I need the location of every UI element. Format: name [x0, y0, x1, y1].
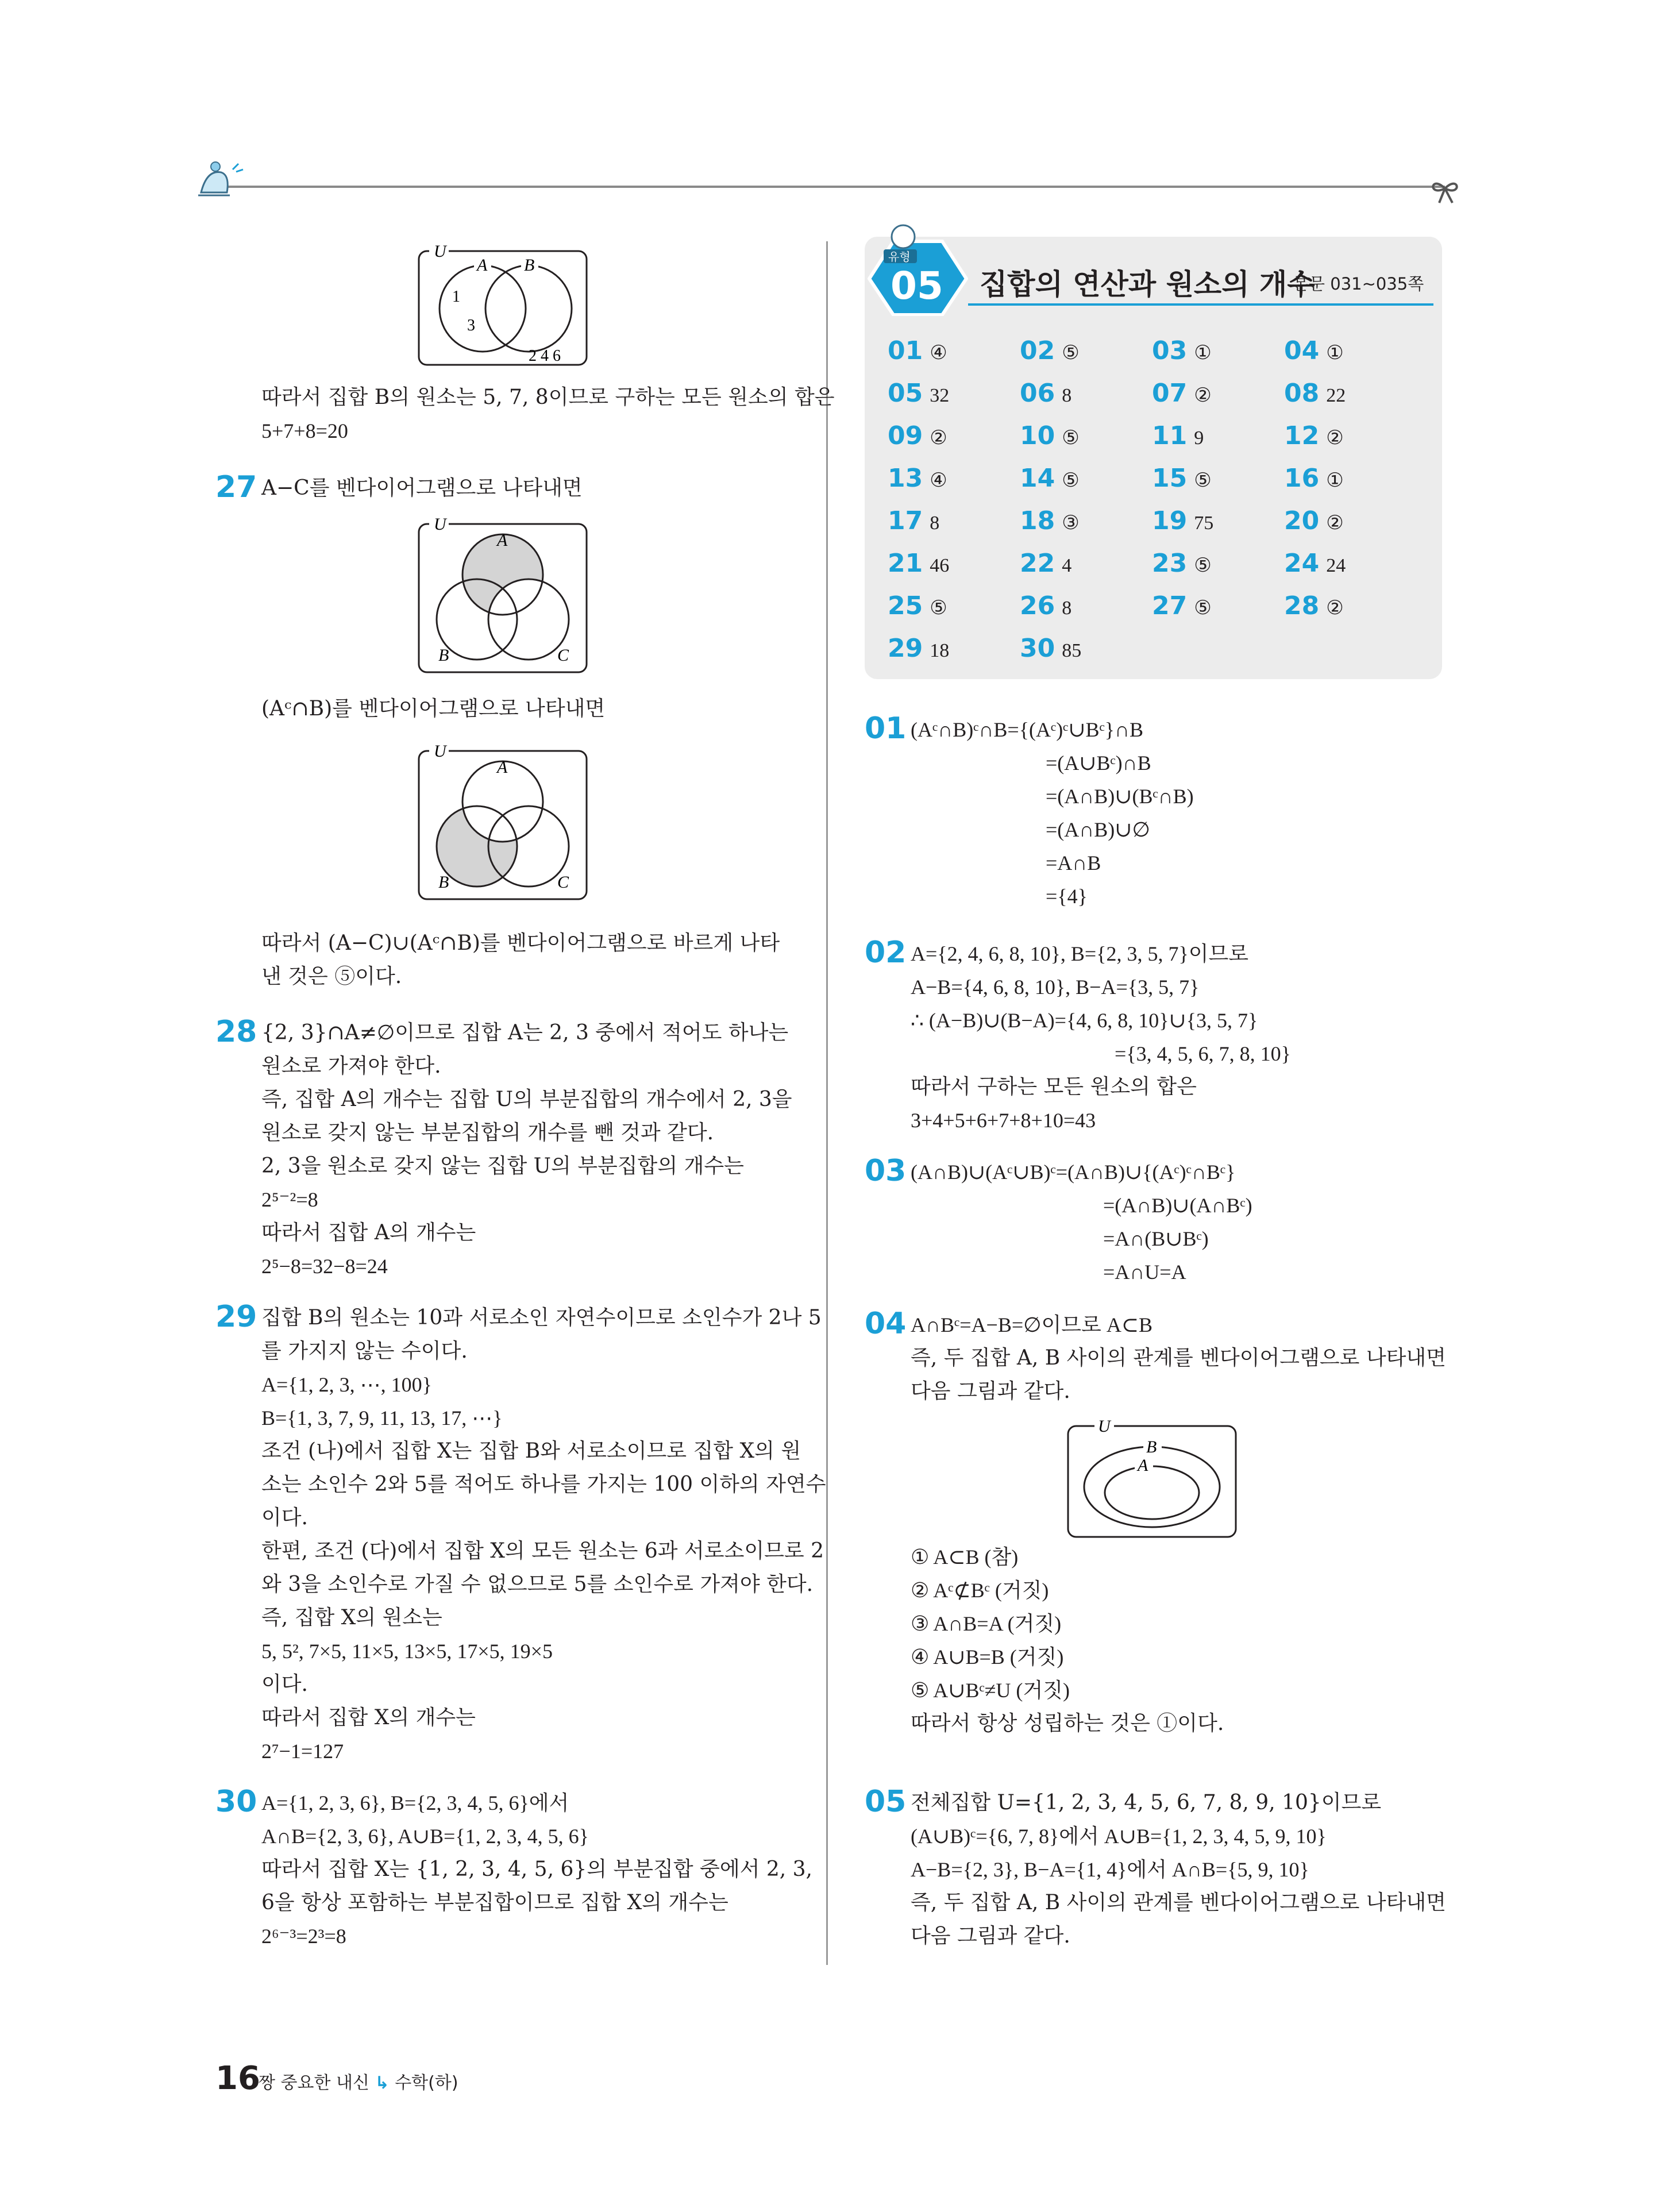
answer-number: 24 — [1284, 549, 1320, 578]
answer-item — [1152, 421, 1204, 450]
answer-value: ② — [1326, 427, 1344, 449]
solution-01-line: =(A∩B)∪∅ — [1046, 818, 1150, 841]
page-number: 16 — [215, 2060, 260, 2097]
choice-line: ④ A∪B=B (거짓) — [911, 1645, 1064, 1668]
answer-item — [1152, 506, 1213, 535]
solution-29-line: 집합 B의 원소는 10과 서로소인 자연수이므로 소인수가 2나 5 — [261, 1306, 822, 1329]
solution-04-line: A∩Bᶜ=A−B=∅이므로 A⊂B — [911, 1313, 1153, 1336]
solution-30-line: A∩B={2, 3, 6}, A∪B={1, 2, 3, 4, 5, 6} — [261, 1825, 589, 1848]
solution-27-text: 따라서 (A−C)∪(Aᶜ∩B)를 벤다이어그램으로 바르게 나타 — [261, 931, 780, 955]
answer-item — [1152, 336, 1212, 365]
answer-item — [1020, 549, 1071, 578]
solution-03-line: =(A∩B)∪(A∩Bᶜ) — [1103, 1194, 1252, 1217]
answer-value: 22 — [1326, 385, 1346, 406]
answer-number: 12 — [1284, 421, 1320, 450]
answer-item — [1284, 549, 1346, 578]
venn-label-B: B — [524, 256, 535, 275]
question-number-04: 04 — [865, 1307, 907, 1341]
question-number-03: 03 — [865, 1154, 907, 1188]
answer-number: 08 — [1284, 379, 1320, 408]
answer-item — [1284, 591, 1344, 621]
header-rule — [204, 186, 1445, 188]
answer-value: ① — [1326, 342, 1344, 364]
answer-number: 07 — [1152, 379, 1188, 408]
solution-29-line: A={1, 2, 3, ⋯, 100} — [261, 1373, 432, 1396]
solution-30-line: 6을 항상 포함하는 부분집합이므로 집합 X의 개수는 — [261, 1891, 728, 1914]
venn-element-outside: 2 4 6 — [529, 347, 561, 365]
section-title-underline — [968, 303, 1433, 306]
section-reference: 본문 031~035쪽 — [1293, 274, 1424, 294]
solution-29-line: 소는 소인수 2와 5를 적어도 하나를 가지는 100 이하의 자연수 — [261, 1473, 826, 1496]
column-divider — [826, 241, 828, 1965]
answer-number: 28 — [1284, 591, 1320, 621]
answer-item — [1020, 379, 1071, 408]
answer-number: 06 — [1020, 379, 1055, 408]
solution-28-line: 따라서 집합 A의 개수는 — [261, 1221, 476, 1244]
venn-diagram-27a — [417, 517, 589, 675]
book-title — [259, 2068, 458, 2094]
bell-ribbon-icon — [190, 152, 253, 204]
solution-01-line: ={4} — [1046, 885, 1088, 908]
answer-number: 05 — [888, 379, 923, 408]
answer-item — [888, 549, 949, 578]
solution-29-line: 를 가지지 않는 수이다. — [261, 1339, 468, 1363]
answer-value: ② — [1326, 512, 1344, 534]
solution-02-line: ={3, 4, 5, 6, 7, 8, 10} — [1115, 1042, 1291, 1065]
answer-value: 8 — [1062, 598, 1072, 619]
answer-number: 29 — [888, 634, 923, 663]
solution-28-line: 2⁵−8=32−8=24 — [261, 1255, 388, 1278]
question-number-28: 28 — [215, 1015, 257, 1049]
answer-number: 19 — [1152, 506, 1188, 535]
solution-28-line: 원소로 갖지 않는 부분집합의 개수를 뺀 것과 같다. — [261, 1121, 714, 1144]
answer-item — [1020, 634, 1081, 663]
choice-line: ① A⊂B (참) — [911, 1546, 1019, 1569]
answer-value: 18 — [930, 640, 950, 661]
question-number-27: 27 — [215, 470, 257, 504]
answer-value: 4 — [1062, 555, 1072, 576]
answer-value: ⑤ — [930, 598, 947, 619]
answer-number: 01 — [888, 336, 923, 365]
answer-value: ① — [1194, 342, 1212, 364]
section-badge — [868, 224, 968, 316]
venn-label-C: C — [557, 873, 569, 892]
venn-diagram-26 — [417, 244, 589, 368]
solution-03-line: =A∩U=A — [1103, 1261, 1186, 1284]
answer-item — [1284, 421, 1344, 450]
answer-value: ⑤ — [1062, 342, 1080, 364]
solution-29-line: 이다. — [261, 1673, 308, 1696]
answer-number: 20 — [1284, 506, 1320, 535]
answer-item — [888, 464, 947, 493]
answer-number: 09 — [888, 421, 923, 450]
answer-value: 9 — [1194, 427, 1204, 449]
answer-item — [1284, 336, 1344, 365]
answer-item — [1284, 379, 1346, 408]
answer-number: 26 — [1020, 591, 1055, 621]
answer-value: ④ — [930, 470, 947, 491]
answer-value: 24 — [1326, 555, 1346, 576]
answer-value: 32 — [930, 385, 950, 406]
answer-number: 18 — [1020, 506, 1055, 535]
question-number-01: 01 — [865, 711, 907, 746]
venn-label-A: A — [497, 758, 508, 777]
answer-number: 27 — [1152, 591, 1188, 621]
answer-value: ⑤ — [1062, 427, 1080, 449]
ribbon-knot-icon — [1425, 171, 1465, 206]
solution-29-line: 조건 (나)에서 집합 X는 집합 B와 서로소이므로 집합 X의 원 — [261, 1439, 801, 1463]
answer-number: 14 — [1020, 464, 1055, 493]
solution-05-line: 다음 그림과 같다. — [911, 1924, 1070, 1948]
solution-27-text: A−C를 벤다이어그램으로 나타내면 — [261, 476, 583, 500]
sprout-icon: ↳ — [375, 2073, 390, 2093]
solution-28-line: 즉, 집합 A의 개수는 집합 U의 부분집합의 개수에서 2, 3을 — [261, 1088, 792, 1111]
venn-label-B: B — [438, 646, 449, 665]
answer-number: 02 — [1020, 336, 1055, 365]
solution-01-line: =(A∩B)∪(Bᶜ∩B) — [1046, 785, 1194, 808]
solution-29-line: 한편, 조건 (다)에서 집합 X의 모든 원소는 6과 서로소이므로 2 — [261, 1539, 824, 1563]
solution-30-line: 따라서 집합 X는 {1, 2, 3, 4, 5, 6}의 부분집합 중에서 2, 3, — [261, 1858, 812, 1881]
solution-01-line: (Aᶜ∩B)ᶜ∩B={(Aᶜ)ᶜ∪Bᶜ}∩B — [911, 718, 1144, 741]
answer-number: 17 — [888, 506, 923, 535]
venn-label-A: A — [477, 256, 488, 275]
answer-number: 13 — [888, 464, 923, 493]
answer-item — [888, 379, 949, 408]
solution-26-text: 따라서 집합 B의 원소는 5, 7, 8이므로 구하는 모든 원소의 합은 — [261, 386, 835, 409]
answer-number: 11 — [1152, 421, 1188, 450]
answer-value: 75 — [1194, 512, 1214, 534]
book-title-b: 수학(하) — [395, 2073, 458, 2093]
solution-02-line: A={2, 4, 6, 8, 10}, B={2, 3, 5, 7}이므로 — [911, 942, 1249, 965]
answer-item — [888, 591, 947, 621]
venn-label-U: U — [434, 244, 446, 261]
solution-03-line: (A∩B)∪(Aᶜ∪B)ᶜ=(A∩B)∪{(Aᶜ)ᶜ∩Bᶜ} — [911, 1161, 1236, 1184]
solution-05-line: A−B={2, 3}, B−A={1, 4}에서 A∩B={5, 9, 10} — [911, 1858, 1309, 1881]
venn-diagram-04 — [1066, 1419, 1238, 1540]
choice-line: ② Aᶜ⊄Bᶜ (거짓) — [911, 1579, 1049, 1602]
answer-number: 22 — [1020, 549, 1055, 578]
answer-value: ② — [1326, 598, 1344, 619]
answer-value: 46 — [930, 555, 950, 576]
solution-28-line: 2⁵⁻²=8 — [261, 1188, 318, 1211]
solution-04-line: 즉, 두 집합 A, B 사이의 관계를 벤다이어그램으로 나타내면 — [911, 1346, 1446, 1370]
solution-05-line: 즉, 두 집합 A, B 사이의 관계를 벤다이어그램으로 나타내면 — [911, 1891, 1446, 1914]
answer-value: ⑤ — [1194, 598, 1212, 619]
solution-01-line: =(A∪Bᶜ)∩B — [1046, 752, 1151, 774]
answer-number: 23 — [1152, 549, 1188, 578]
venn-label-B: B — [1146, 1438, 1157, 1456]
question-number-02: 02 — [865, 935, 907, 970]
answer-number: 04 — [1284, 336, 1320, 365]
solution-02-line: 따라서 구하는 모든 원소의 합은 — [911, 1075, 1197, 1099]
solution-30-line: 2⁶⁻³=2³=8 — [261, 1925, 346, 1948]
venn-label-A: A — [1138, 1456, 1148, 1475]
answer-number: 15 — [1152, 464, 1188, 493]
solution-02-line: 3+4+5+6+7+8+10=43 — [911, 1109, 1096, 1132]
venn-label-C: C — [557, 646, 569, 665]
answer-value: 8 — [1062, 385, 1072, 406]
solution-05-line: (A∪B)ᶜ={6, 7, 8}에서 A∪B={1, 2, 3, 4, 5, 9, 10} — [911, 1825, 1327, 1848]
question-number-29: 29 — [215, 1300, 257, 1334]
choice-line: 따라서 항상 성립하는 것은 ①이다. — [911, 1712, 1224, 1735]
venn-element-3: 3 — [467, 317, 475, 334]
solution-03-line: =A∩(B∪Bᶜ) — [1103, 1227, 1209, 1250]
answer-value: ③ — [1062, 512, 1080, 534]
answer-item — [1020, 591, 1071, 621]
answer-item — [888, 421, 947, 450]
choice-line: ③ A∩B=A (거짓) — [911, 1612, 1062, 1635]
answer-item — [1020, 506, 1080, 535]
solution-05-line: 전체집합 U={1, 2, 3, 4, 5, 6, 7, 8, 9, 10}이므로 — [911, 1791, 1382, 1814]
answer-item — [1020, 464, 1080, 493]
solution-29-line: 따라서 집합 X의 개수는 — [261, 1706, 476, 1729]
answer-item — [888, 336, 947, 365]
answer-value: ⑤ — [1194, 555, 1212, 576]
answer-value: 8 — [930, 512, 940, 534]
answer-value: ⑤ — [1062, 470, 1080, 491]
solution-02-line: ∴ (A−B)∪(B−A)={4, 6, 8, 10}∪{3, 5, 7} — [911, 1009, 1258, 1032]
answer-number: 30 — [1020, 634, 1055, 663]
solution-29-line: 와 3을 소인수로 가질 수 없으므로 5를 소인수로 가져야 한다. — [261, 1573, 814, 1596]
solution-29-line: 5, 5², 7×5, 11×5, 13×5, 17×5, 19×5 — [261, 1640, 553, 1663]
answer-item — [1152, 379, 1212, 408]
badge-number: 05 — [891, 264, 943, 308]
solution-27-text: 낸 것은 ⑤이다. — [261, 965, 402, 988]
venn-label-U: U — [434, 744, 446, 761]
answer-item — [1152, 549, 1212, 578]
book-title-a: 짱 중요한 내신 — [259, 2073, 369, 2093]
answer-value: ⑤ — [1194, 470, 1212, 491]
solution-26-text: 5+7+8=20 — [261, 419, 348, 442]
answer-item — [888, 634, 949, 663]
solution-29-line: B={1, 3, 7, 9, 11, 13, 17, ⋯} — [261, 1406, 503, 1429]
venn-label-U: U — [434, 517, 446, 534]
answer-item — [888, 506, 939, 535]
solution-28-line: 원소로 가져야 한다. — [261, 1054, 441, 1078]
solution-29-line: 즉, 집합 X의 원소는 — [261, 1606, 442, 1629]
solution-28-line: {2, 3}∩A≠∅이므로 집합 A는 2, 3 중에서 적어도 하나는 — [261, 1021, 789, 1045]
answer-value: ② — [1194, 385, 1212, 406]
solution-29-line: 이다. — [261, 1506, 308, 1529]
section-title: 집합의 연산과 원소의 개수 — [980, 268, 1315, 301]
answer-number: 25 — [888, 591, 923, 621]
answer-item — [1284, 464, 1344, 493]
solution-01-line: =A∩B — [1046, 851, 1101, 874]
badge-tag: 유형 — [888, 250, 911, 264]
answer-number: 10 — [1020, 421, 1055, 450]
answer-value: 85 — [1062, 640, 1082, 661]
answer-item — [1020, 421, 1080, 450]
venn-label-A: A — [497, 531, 508, 550]
choice-line: ⑤ A∪Bᶜ≠U (거짓) — [911, 1679, 1070, 1702]
question-number-30: 30 — [215, 1785, 257, 1819]
solution-28-line: 2, 3을 원소로 갖지 않는 집합 U의 부분집합의 개수는 — [261, 1154, 744, 1178]
solution-04-line: 다음 그림과 같다. — [911, 1379, 1070, 1403]
answer-number: 21 — [888, 549, 923, 578]
question-number-05: 05 — [865, 1785, 907, 1819]
answer-item — [1020, 336, 1080, 365]
answer-item — [1152, 591, 1212, 621]
venn-label-B: B — [438, 873, 449, 892]
solution-02-line: A−B={4, 6, 8, 10}, B−A={3, 5, 7} — [911, 976, 1200, 999]
answer-value: ② — [930, 427, 947, 449]
answer-value: ④ — [930, 342, 947, 364]
answer-value: ① — [1326, 470, 1344, 491]
answer-item — [1284, 506, 1344, 535]
solution-30-line: A={1, 2, 3, 6}, B={2, 3, 4, 5, 6}에서 — [261, 1791, 569, 1814]
answer-number: 16 — [1284, 464, 1320, 493]
solution-29-line: 2⁷−1=127 — [261, 1740, 344, 1763]
venn-label-U: U — [1098, 1419, 1111, 1436]
answer-number: 03 — [1152, 336, 1188, 365]
answer-item — [1152, 464, 1212, 493]
venn-diagram-27b — [417, 744, 589, 902]
solution-27-text: (Aᶜ∩B)를 벤다이어그램으로 나타내면 — [261, 697, 606, 720]
venn-element-1: 1 — [452, 288, 460, 306]
